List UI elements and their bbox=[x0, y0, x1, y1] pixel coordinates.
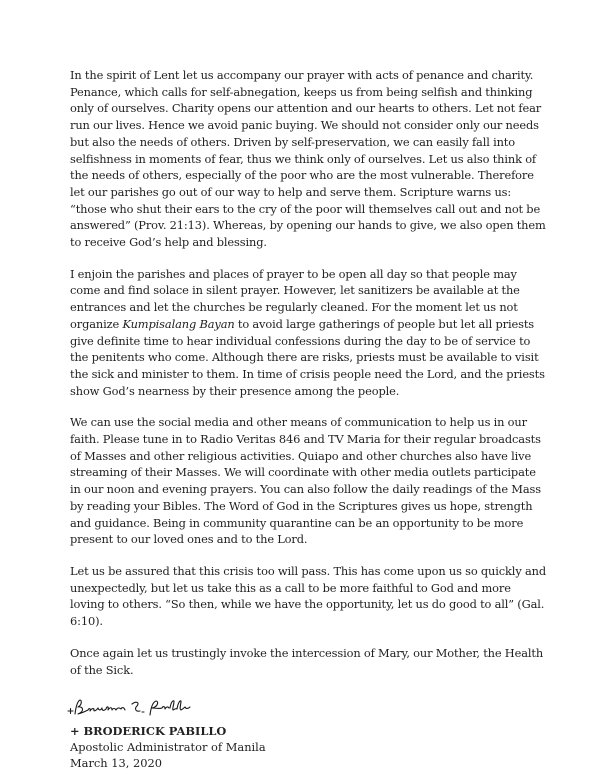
letter-body bbox=[70, 67, 548, 771]
paragraph-text-after: to avoid large gatherings of people but let all priests give definite time to hear individual confessions during the day to be of service to the penitents who come. Although there are risks, priests must be available to visit the sick and minister to them. In time of crisis people need the Lord, and the priests show God’s nearness by their presence among the people. bbox=[70, 316, 545, 398]
signer-name: + BRODERICK PABILLO bbox=[70, 724, 227, 739]
signer-title: Apostolic Administrator of Manila bbox=[70, 740, 266, 755]
signature-image bbox=[66, 697, 206, 721]
paragraph-intercession-of-mary: Once again let us trustingly invoke the intercession of Mary, our Mother, the Health of the Sick. bbox=[70, 645, 544, 677]
paragraph-text-before: I enjoin the parishes and places of prayer to be open all day so that people may come and find solace in silent prayer. However, let sanitizers be available at the entrances and let the churches be regularly cleaned. For the moment let us not organize bbox=[70, 266, 520, 331]
handwritten-signature bbox=[70, 693, 548, 723]
paragraph-parishes-open bbox=[70, 266, 548, 400]
paragraph-social-media: We can use the social media and other means of communication to help us in our faith. Please tune in to Radio Veritas 846 and TV Maria for their regular broadcasts of Masses and other religious activities. Quiapo and other churches also have live streaming of their Masses. We will coordinate with other media outlets participate in our noon and evening prayers. You can also follow the daily readings of the Mass by reading your Bibles. The Word of God in the Scriptures gives us hope, strength and guidance. Being in community quarantine can be an opportunity to be more present to our loved ones and to the Lord. bbox=[70, 415, 541, 547]
letter-date: March 13, 2020 bbox=[70, 756, 162, 771]
paragraph-crisis-will-pass: Let us be assured that this crisis too will pass. This has come upon us so quickly and unexpectedly, but let us take this as a call to be more faithful to God and more loving to others. “So then, while we have the opportunity, let us do good to all” (Gal. 6:10). bbox=[70, 563, 547, 629]
italic-term-kumpisalang-bayan: Kumpisalang Bayan bbox=[122, 316, 235, 331]
paragraph-lent-penance-charity: In the spirit of Lent let us accompany our prayer with acts of penance and charity. Penance, which calls for self-abnegation, keeps us from being selfish and thinking only of ourselves. Charity opens our attention and our hearts to others. Let not fear run our lives. Hence we avoid panic buying. We should not consider only our needs but also the needs of others. Driven by self-preservation, we can easily fall into selfishness in moments of fear, thus we think only of ourselves. Let us also think of the needs of others, especially of the poor who are the most vulnerable. Therefore let our parishes go out of our way to help and serve them. Scripture warns us: “those who shut their ears to the cry of the poor will themselves call out and not be answered” (Prov. 21:13). Whereas, by opening our hands to give, we also open them to receive God’s help and blessing. bbox=[70, 68, 546, 250]
